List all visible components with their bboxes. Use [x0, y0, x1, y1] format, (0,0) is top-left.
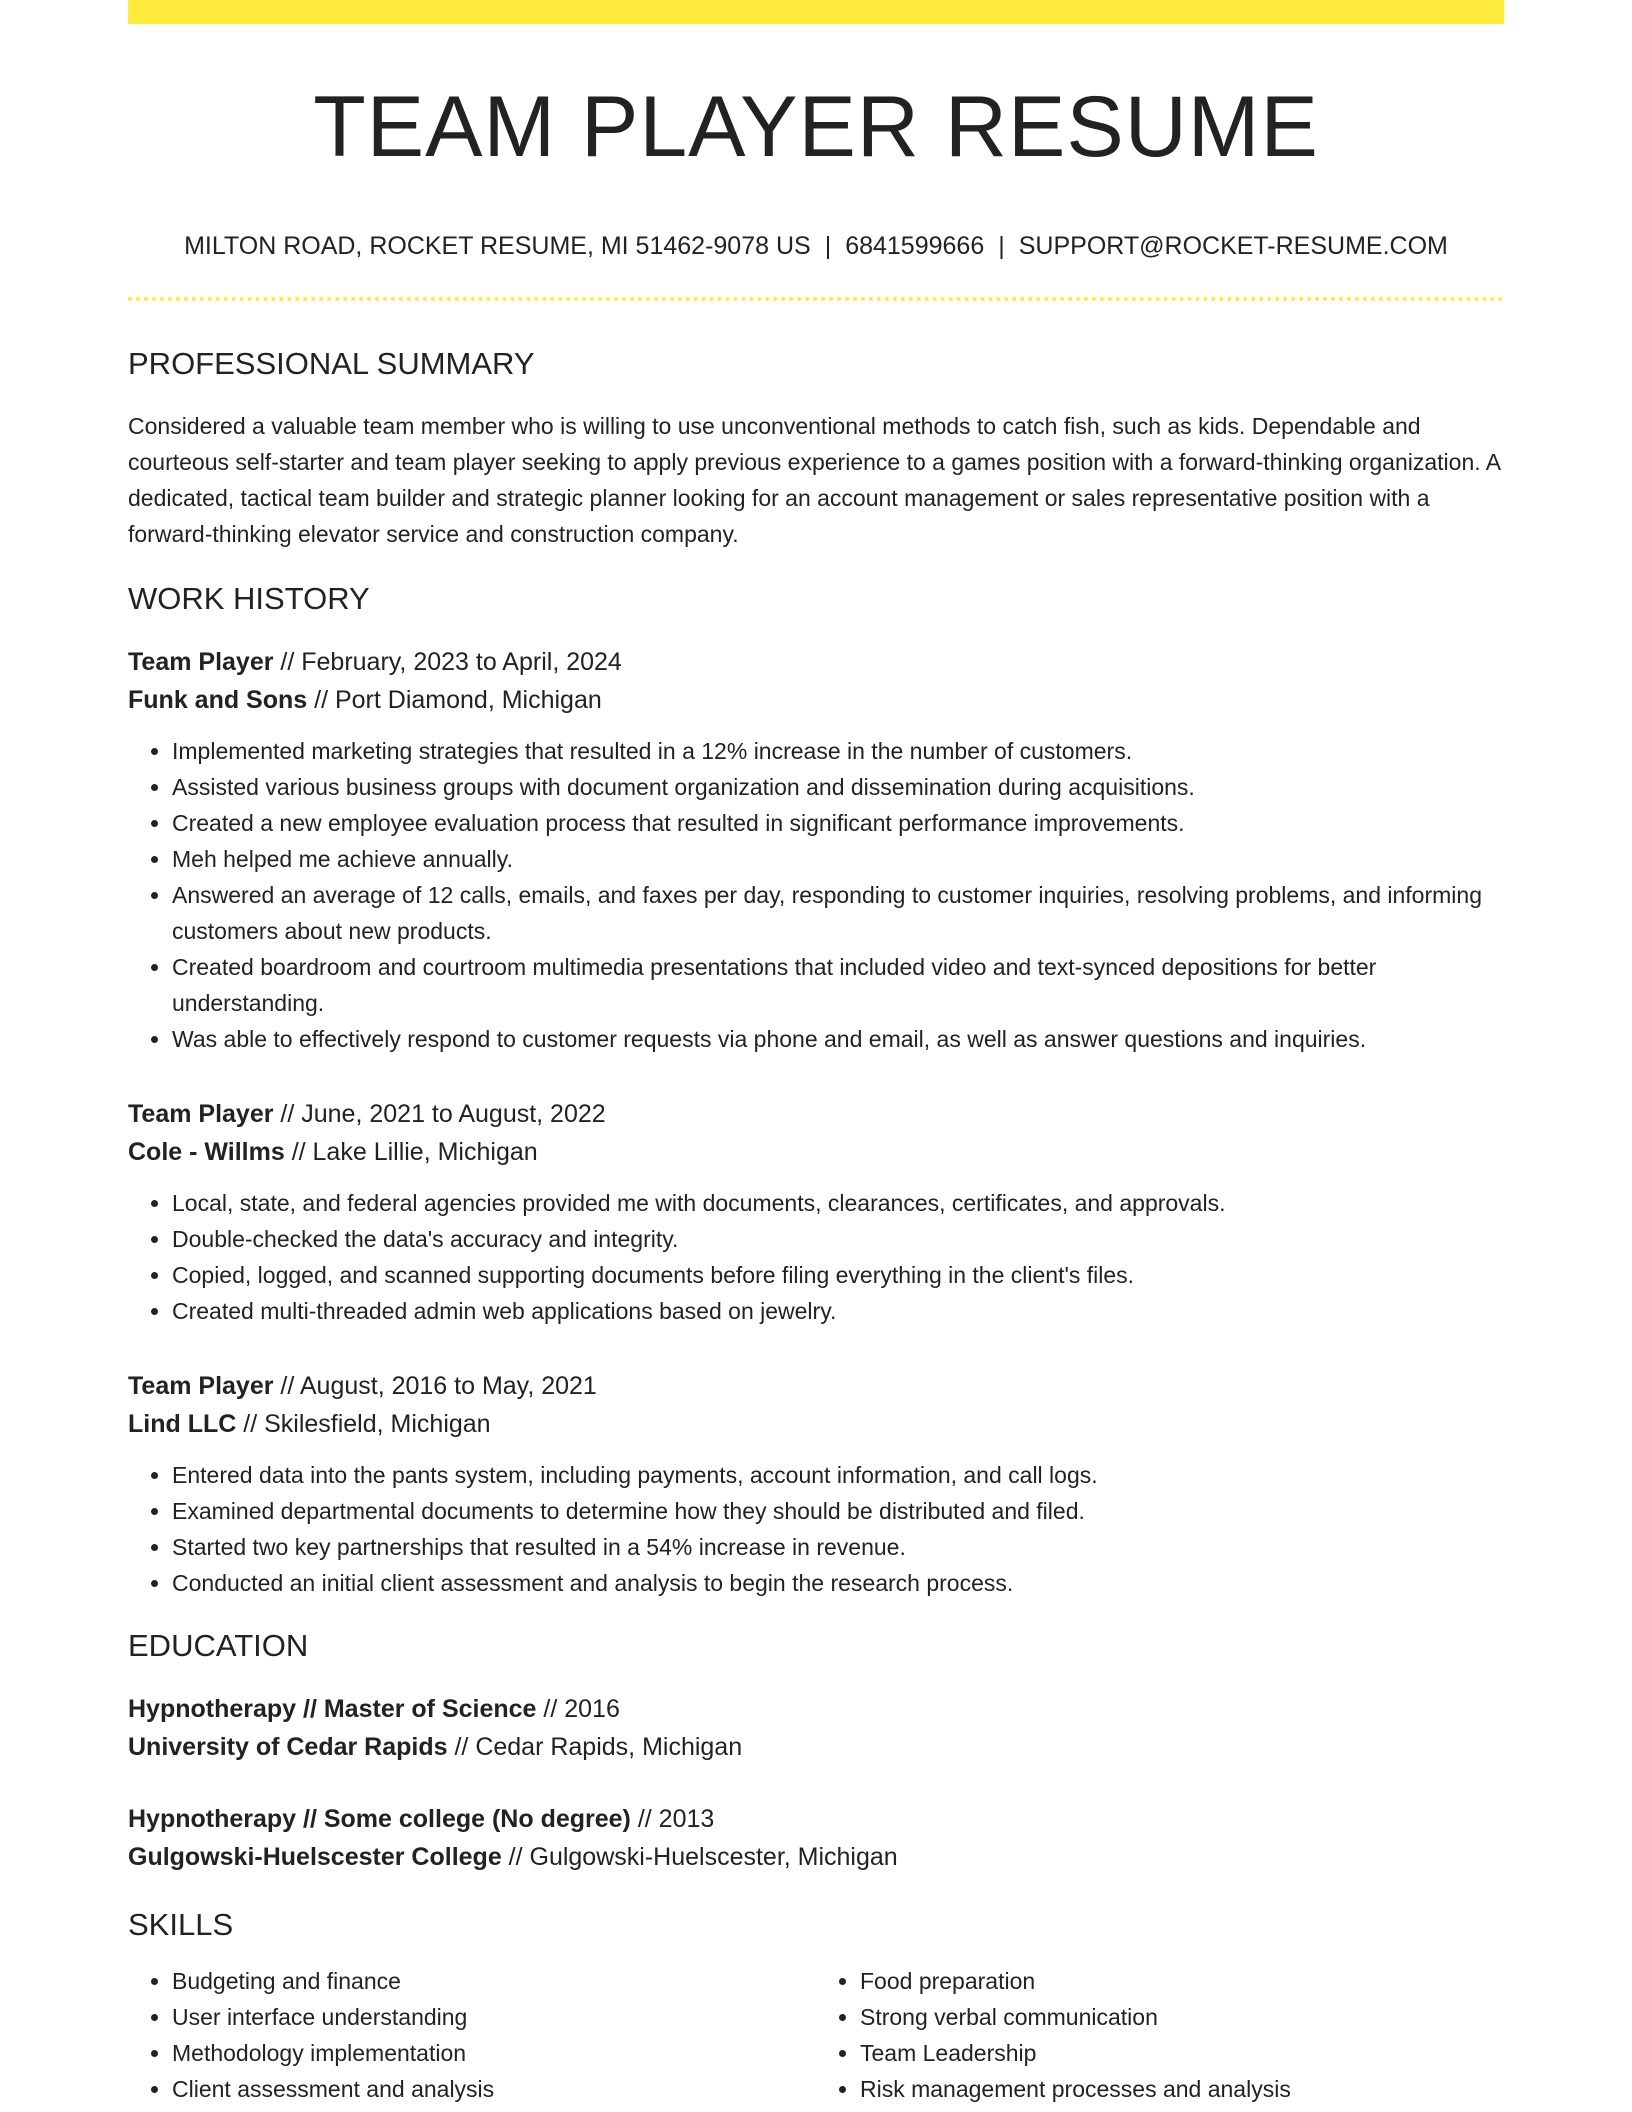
accent-top-bar [128, 0, 1504, 24]
list-item: • Examined departmental documents to determine how they should be distributed and filed. [172, 1493, 1504, 1529]
job-bullets [128, 1457, 1504, 1601]
job-title: Team Player [128, 1099, 274, 1128]
contact-email[interactable]: SUPPORT@ROCKET-RESUME.COM [1018, 231, 1448, 260]
list-item: • Meh helped me achieve annually. [172, 841, 1504, 877]
list-item: • Entered data into the pants system, including payments, account information, and call logs. [172, 1457, 1504, 1493]
education-year: // 2016 [536, 1695, 620, 1724]
education-degree-line [128, 1690, 1504, 1728]
list-item: • Client assessment and analysis [172, 2071, 816, 2107]
education-degree: Hypnotherapy // Master of Science [128, 1695, 537, 1724]
job-title-line [128, 643, 1504, 681]
list-item: • Created boardroom and courtroom multimedia presentations that included video and text-synced depositions for better understanding. [172, 949, 1504, 1021]
job-dates: // June, 2021 to August, 2022 [273, 1099, 606, 1128]
job-bullets [128, 733, 1504, 1057]
summary-text: Considered a valuable team member who is willing to use unconventional methods to catch fish, such as kids. Dependable and courteous self-starter and team player seeking to apply previous experience to a games position with a forward-thinking organization. A dedicated, tactical team builder and strategic planner looking for an account management or sales representative position with a forward-thinking elevator service and construction company. [128, 412, 1500, 547]
list-item: • Started two key partnerships that resulted in a 54% increase in revenue. [172, 1529, 1504, 1565]
list-item: • Copied, logged, and scanned supporting documents before filing everything in the client's files. [172, 1257, 1504, 1293]
education-school-line [128, 1838, 1504, 1876]
contact-separator: | [824, 231, 832, 260]
skills-list-right [816, 1963, 1504, 2107]
resume-page [128, 0, 1504, 2107]
list-item: • Strong verbal communication [860, 1999, 1504, 2035]
contact-line [128, 231, 1504, 261]
section-heading-skills: SKILLS [128, 1907, 234, 1943]
education-degree: Hypnotherapy // Some college (No degree) [128, 1805, 631, 1834]
job-company-line [128, 1133, 1504, 1171]
job-entry [128, 1095, 1504, 1329]
job-entry [128, 1367, 1504, 1601]
list-item: • Implemented marketing strategies that resulted in a 12% increase in the number of customers. [172, 733, 1504, 769]
job-company-line [128, 681, 1504, 719]
job-company: Cole - Willms [128, 1137, 285, 1166]
education-entry [128, 1800, 1504, 1876]
job-title-line [128, 1367, 1504, 1405]
section-heading-work-history: WORK HISTORY [128, 580, 370, 616]
list-item: • Food preparation [860, 1963, 1504, 1999]
skills-columns [128, 1963, 1504, 2107]
list-item: • Was able to effectively respond to customer requests via phone and email, as well as answer questions and inquiries. [172, 1021, 1504, 1057]
list-item: • Methodology implementation [172, 2035, 816, 2071]
list-item: • Budgeting and finance [172, 1963, 816, 1999]
education-year: // 2013 [630, 1805, 715, 1834]
section-heading-summary: PROFESSIONAL SUMMARY [128, 345, 535, 381]
list-item: • Double-checked the data's accuracy and integrity. [172, 1221, 1504, 1257]
education-location: // Gulgowski-Huelscester, Michigan [501, 1843, 898, 1872]
education-degree-line [128, 1800, 1504, 1838]
job-company: Lind LLC [128, 1409, 237, 1438]
job-title: Team Player [128, 647, 274, 676]
job-location: // Skilesfield, Michigan [236, 1409, 491, 1438]
education-entry [128, 1690, 1504, 1766]
education-school: Gulgowski-Huelscester College [128, 1843, 502, 1872]
section-heading-education: EDUCATION [128, 1627, 309, 1663]
job-bullets [128, 1185, 1504, 1329]
list-item: • User interface understanding [172, 1999, 816, 2035]
list-item: • Created a new employee evaluation process that resulted in significant performance improvements. [172, 805, 1504, 841]
resume-title: TEAM PLAYER RESUME [313, 79, 1319, 175]
job-location: // Lake Lillie, Michigan [284, 1137, 538, 1166]
job-entry [128, 643, 1504, 1057]
list-item: • Answered an average of 12 calls, emails, and faxes per day, responding to customer inquiries, resolving problems, and informing customers about new products. [172, 877, 1504, 949]
list-item: • Assisted various business groups with document organization and dissemination during acquisitions. [172, 769, 1504, 805]
list-item: • Team Leadership [860, 2035, 1504, 2071]
job-dates: // August, 2016 to May, 2021 [273, 1371, 597, 1400]
job-company: Funk and Sons [128, 685, 308, 714]
education-location: // Cedar Rapids, Michigan [447, 1733, 743, 1762]
list-item: • Created multi-threaded admin web applications based on jewelry. [172, 1293, 1504, 1329]
dotted-divider [128, 297, 1504, 301]
job-dates: // February, 2023 to April, 2024 [273, 647, 622, 676]
job-company-line [128, 1405, 1504, 1443]
education-school: University of Cedar Rapids [128, 1733, 448, 1762]
contact-separator: | [998, 231, 1005, 260]
contact-phone[interactable]: 6841599666 [845, 231, 985, 260]
list-item: • Local, state, and federal agencies provided me with documents, clearances, certificates, and approvals. [172, 1185, 1504, 1221]
job-title-line [128, 1095, 1504, 1133]
list-item: • Conducted an initial client assessment and analysis to begin the research process. [172, 1565, 1504, 1601]
job-location: // Port Diamond, Michigan [307, 685, 602, 714]
job-title: Team Player [128, 1371, 274, 1400]
skills-list-left [128, 1963, 816, 2107]
education-school-line [128, 1728, 1504, 1766]
list-item: • Risk management processes and analysis [860, 2071, 1504, 2107]
contact-address: MILTON ROAD, ROCKET RESUME, MI 51462-9078 US [184, 231, 811, 260]
